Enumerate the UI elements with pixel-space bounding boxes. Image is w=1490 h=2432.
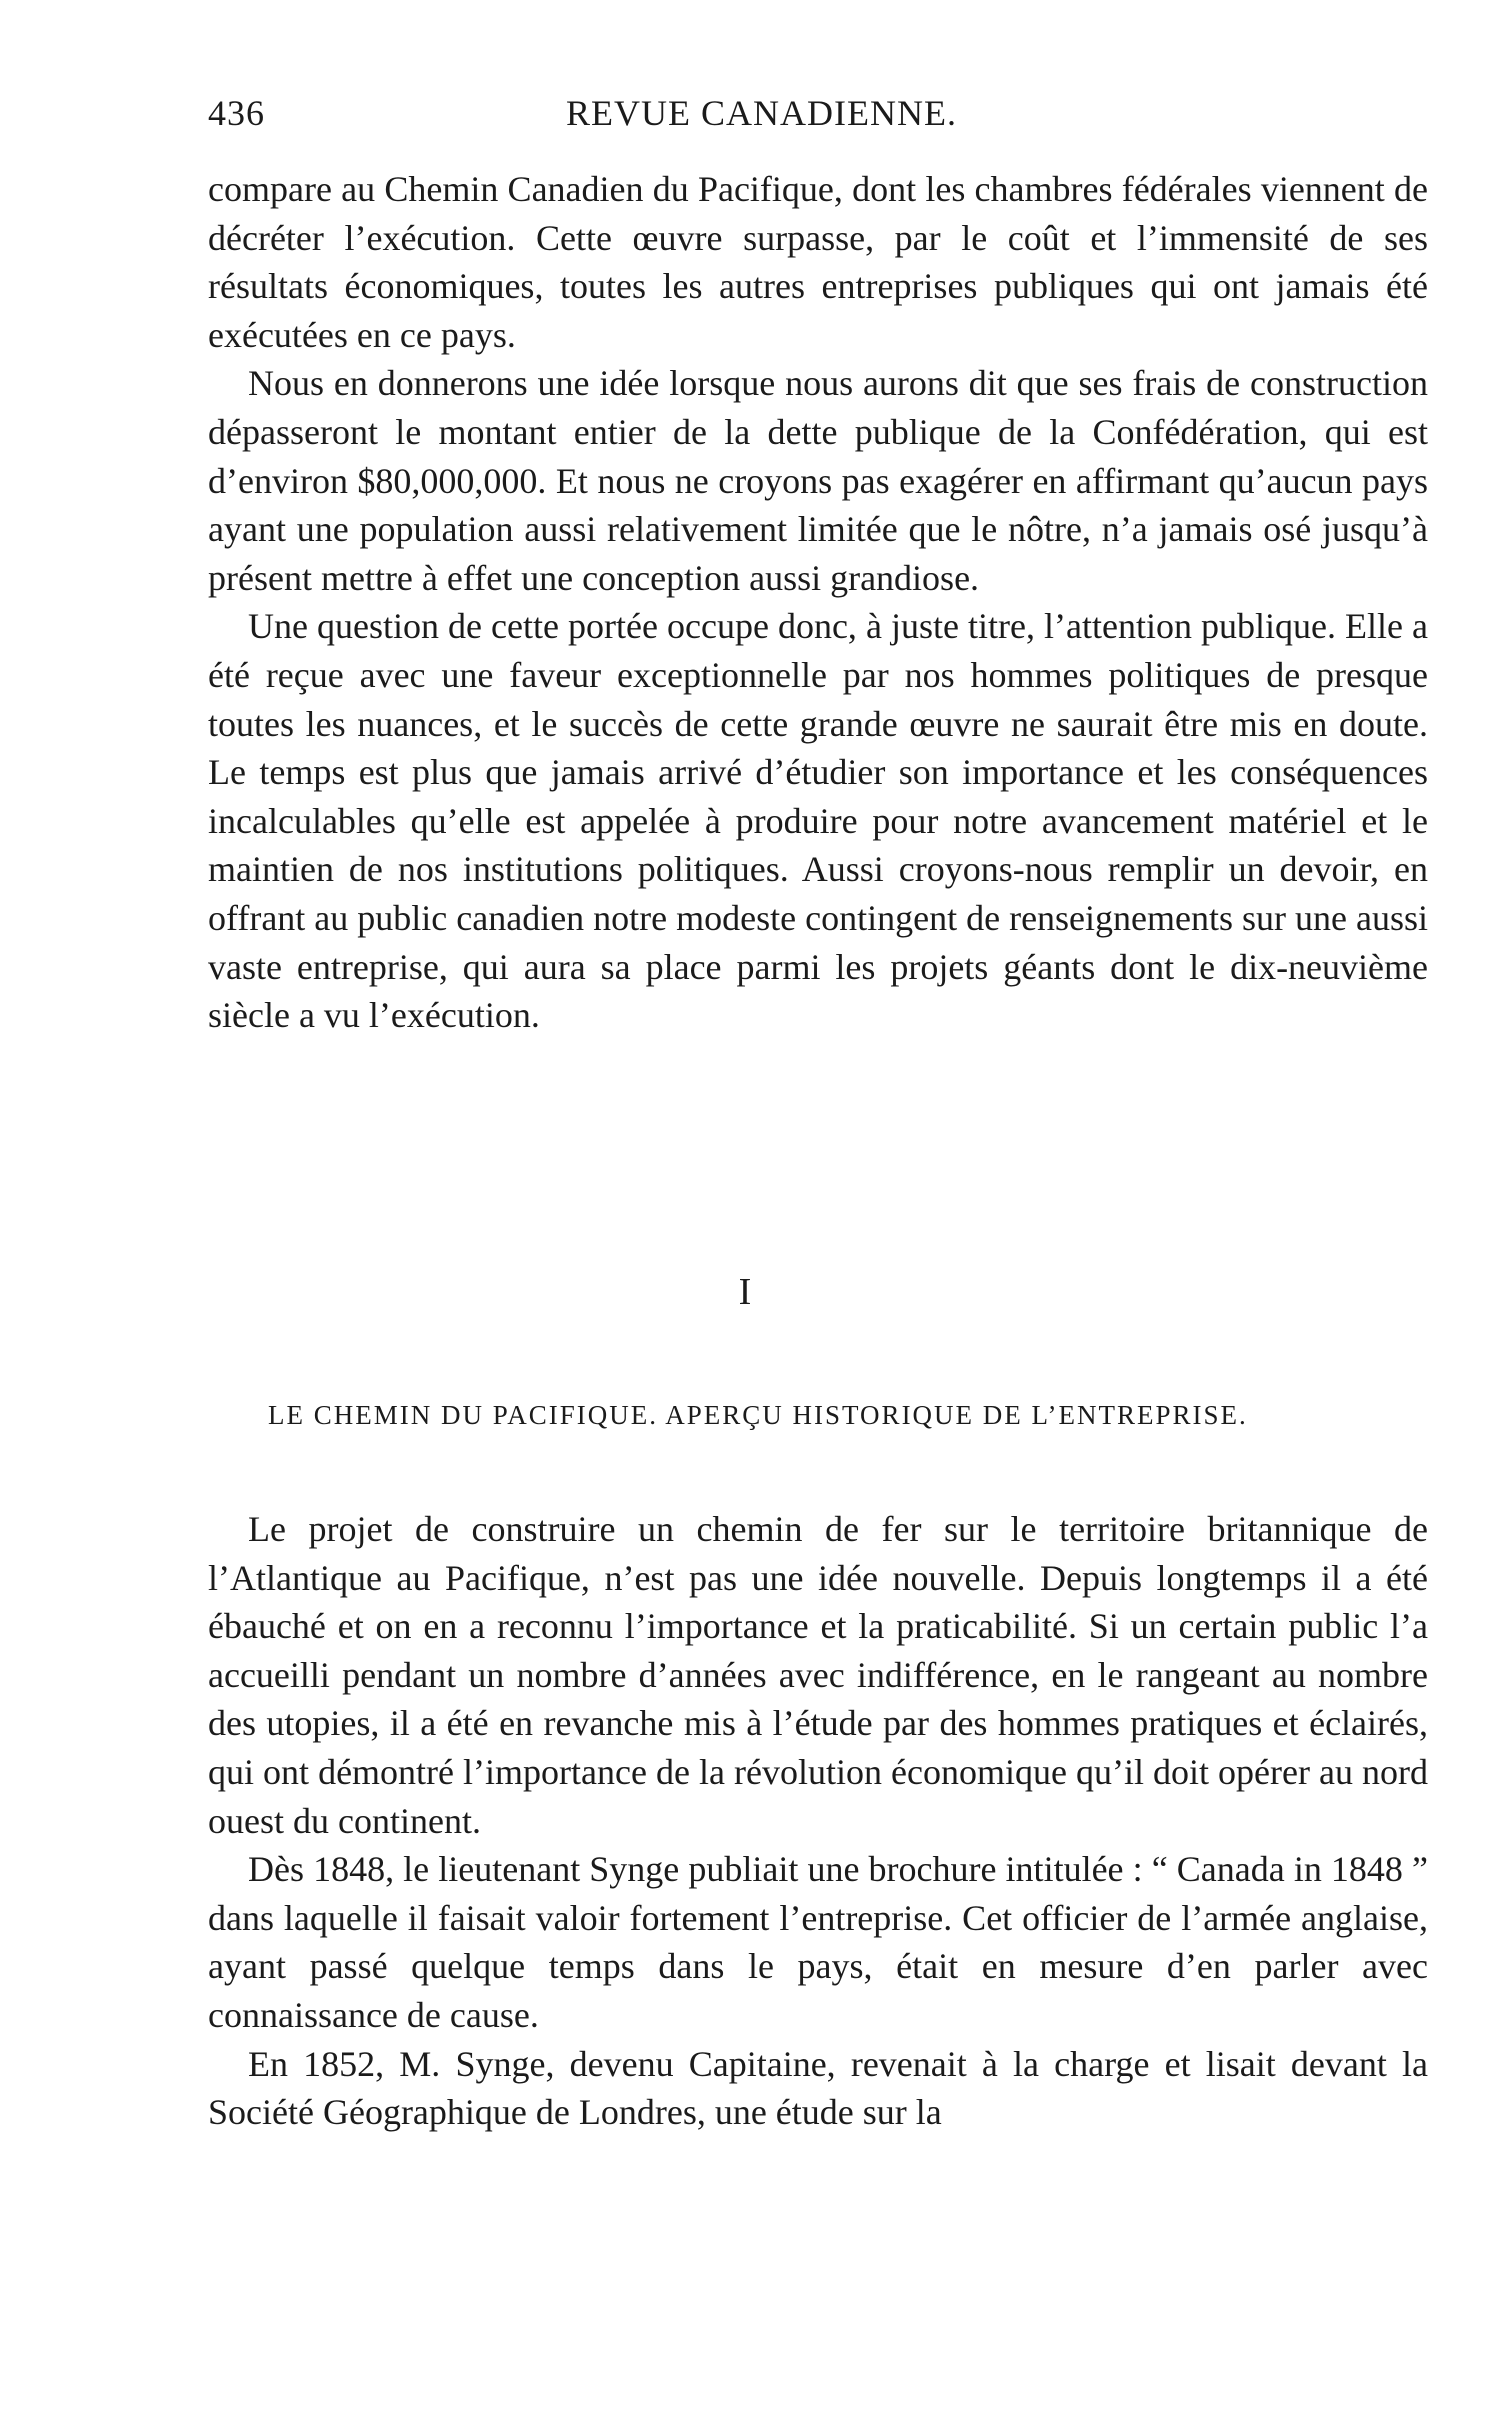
text-block-intro <box>208 165 1428 1040</box>
paragraph: En 1852, M. Synge, devenu Capitaine, revenait à la charge et lisait devant la Société Géographique de Londres, une étude sur la <box>208 2043 1428 2133</box>
section-title: LE CHEMIN DU PACIFIQUE. APERÇU HISTORIQUE DE L’ENTREPRISE. <box>268 1400 1248 1430</box>
text-block-section-one <box>208 1505 1428 2137</box>
page-number: 436 <box>208 93 265 133</box>
paragraph: Une question de cette portée occupe donc, à juste titre, l’attention publique. Elle a été reçue avec une faveur exceptionnelle par nos hommes politiques de presque toutes les nuances, et le succès de cette grande œuvre ne saurait être mis en doute. Le temps est plus que jamais arrivé d’étudier son importance et les conséquences incalculables qu’elle est appelée à produire pour notre avancement matériel et le maintien de nos institutions politiques. Aussi croyons-nous remplir un devoir, en offrant au public canadien notre modeste contingent de renseignements sur une aussi vaste entreprise, qui aura sa place parmi les projets géants dont le dix-neuvième siècle a vu l’exécution. <box>208 606 1428 1036</box>
section-numeral: I <box>738 1271 752 1313</box>
paragraph: compare au Chemin Canadien du Pacifique, dont les chambres fédérales viennent de décréter l’exécution. Cette œuvre surpasse, par le coût et l’immensité de ses résultats économiques, toutes les autres entreprises publiques qui ont jamais été exécutées en ce pays. <box>208 169 1428 355</box>
paragraph: Nous en donnerons une idée lorsque nous aurons dit que ses frais de construction dépasseront le montant entier de la dette publique de la Confédération, qui est d’environ $80,000,000. Et nous ne croyons pas exagérer en affirmant qu’aucun pays ayant une population aussi relativement limitée que le nôtre, n’a jamais osé jusqu’à présent mettre à effet une conception aussi grandiose. <box>208 363 1428 598</box>
running-title: REVUE CANADIENNE. <box>566 93 957 133</box>
paragraph: Le projet de construire un chemin de fer sur le territoire britannique de l’Atlantique au Pacifique, n’est pas une idée nouvelle. Depuis longtemps il a été ébauché et on en a reconnu l’importance et la praticabilité. Si un certain public l’a accueilli pendant un nombre d’années avec indifférence, en le rangeant au nombre des utopies, il a été en revanche mis à l’étude par des hommes pratiques et éclairés, qui ont démontré l’importance de la révolution économique qu’il doit opérer au nord ouest du continent. <box>208 1509 1428 1841</box>
running-head <box>208 92 1398 152</box>
paragraph: Dès 1848, le lieutenant Synge publiait une brochure intitulée : “ Canada in 1848 ” dans laquelle il faisait valoir fortement l’entreprise. Cet officier de l’armée anglaise, ayant passé quelque temps dans le pays, était en mesure d’en parler avec connaissance de cause. <box>208 1849 1428 2035</box>
